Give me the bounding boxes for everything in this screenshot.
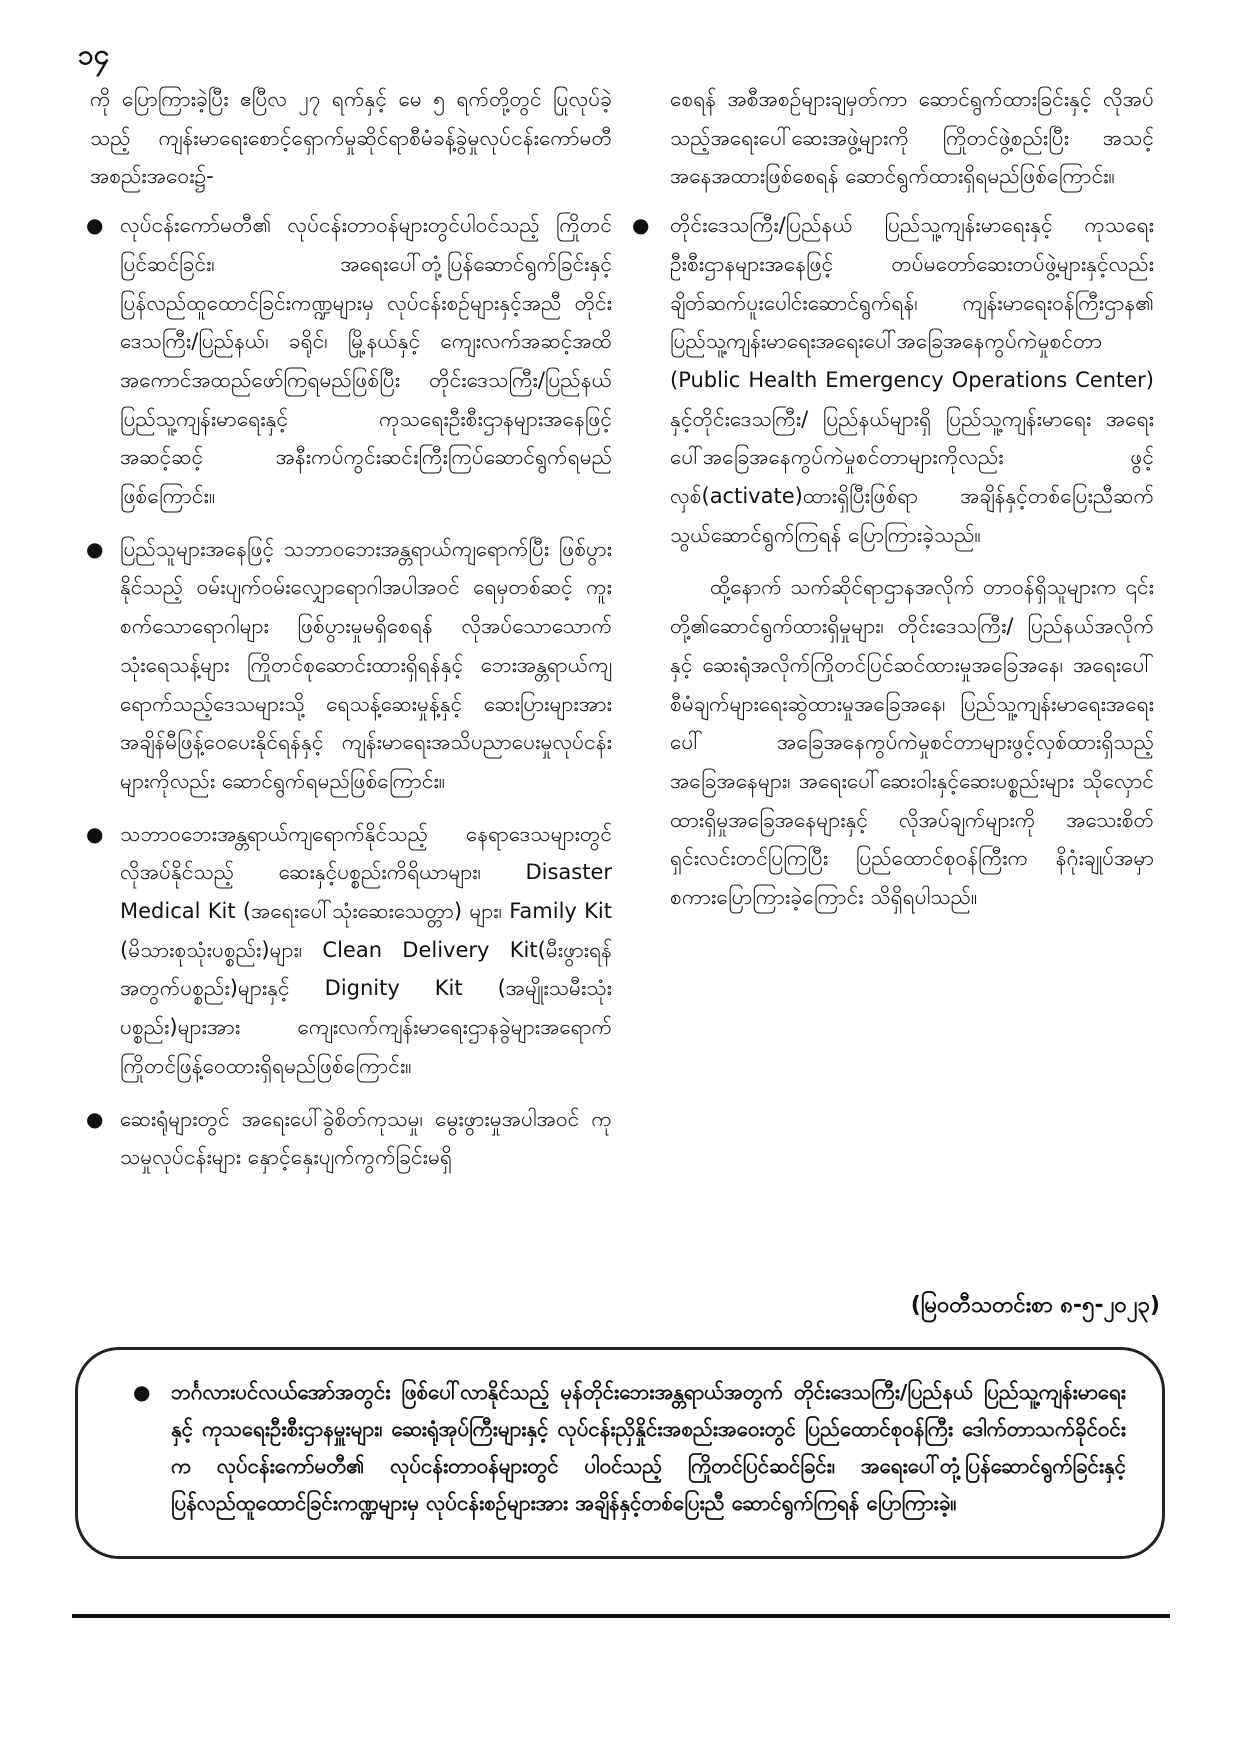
intro-paragraph: ကို ပြောကြားခဲ့ပြီး ဧပြီလ ၂၇ ရက်နှင့် မေ ၅ ရက်တို့တွင် ပြုလုပ်ခဲ့သည့် ကျန်းမာရေးစောင့်ရှောက်မှုဆိုင်ရာစီမံခန့်ခွဲမှုလုပ်ငန်းကော်မတီအစည်းအဝေး၌- <box>90 87 612 189</box>
right-bullet-list <box>632 206 1154 554</box>
continuation-paragraph: စေရန် အစီအစဉ်များချမှတ်ကာ ဆောင်ရွက်ထားခြင်းနှင့် လိုအပ်သည့်အရေးပေါ်ဆေးအဖွဲ့များကို ကြိုတင်ဖွဲ့စည်းပြီး အသင့်အနေအထားဖြစ်စေရန် ဆောင်ရွက်ထားရှိရမည်ဖြစ်ကြောင်း။ <box>670 87 1154 189</box>
left-column <box>90 80 612 1191</box>
summary-box <box>75 1347 1165 1559</box>
left-bullet-list <box>90 206 612 1177</box>
closing-paragraph: ထို့နောက် သက်ဆိုင်ရာဌာနအလိုက် တာဝန်ရှိသူများက ၎င်းတို့၏ဆောင်ရွက်ထားရှိမှုများ၊ တိုင်းဒေသကြီး/ ပြည်နယ်အလိုက်နှင့် ဆေးရုံအလိုက်ကြိုတင်ပြင်ဆင်ထားမှုအခြေအနေ၊ အရေးပေါ်စီမံချက်များရေးဆွဲထားမှုအခြေအနေ၊ ပြည်သူ့ကျန်းမာရေးအရေးပေါ် အခြေအနေကွပ်ကဲမှုစင်တာများဖွင့်လှစ်ထားရှိသည့်အခြေအနေများ၊ အရေးပေါ်ဆေးဝါးနှင့်ဆေးပစ္စည်းများ သိုလှောင်ထားရှိမှုအခြေအနေများနှင့် လိုအပ်ချက်များကို အသေးစိတ်ရှင်းလင်းတင်ပြကြပြီး ပြည်ထောင်စုဝန်ကြီးက နိဂုံးချုပ်အမှာစကားပြောကြားခဲ့ကြောင်း သိရှိရပါသည်။ <box>670 575 1154 910</box>
source-citation: (မြဝတီသတင်းစာ ၈-၅-၂၀၂၃) <box>910 1293 1160 1318</box>
bullet-item: ● ဆေးရုံများတွင် အရေးပေါ်ခွဲစိတ်ကုသမှု၊ မွေးဖွားမှုအပါအဝင် ကုသမှုလုပ်ငန်းများ နှောင့်နှေးပျက်ကွက်ခြင်းမရှိ <box>90 1100 612 1177</box>
bullet-item: ● လုပ်ငန်းကော်မတီ၏ လုပ်ငန်းတာဝန်များတွင်ပါဝင်သည့် ကြိုတင်ပြင်ဆင်ခြင်း၊ အရေးပေါ်တုံ့ပြန်ဆောင်ရွက်ခြင်းနှင့် ပြန်လည်ထူထောင်ခြင်းကဏ္ဍများမှ လုပ်ငန်းစဉ်များနှင့်အညီ တိုင်းဒေသကြီး/ပြည်နယ်၊ ခရိုင်၊ မြို့နယ်နှင့် ကျေးလက်အဆင့်အထိ အကောင်အထည်ဖော်ကြရမည်ဖြစ်ပြီး တိုင်းဒေသကြီး/ပြည်နယ် ပြည်သူ့ကျန်းမာရေးနှင့် ကုသရေးဦးစီးဌာနများအနေဖြင့် အဆင့်ဆင့် အနီးကပ်ကွင်းဆင်းကြီးကြပ်ဆောင်ရွက်ရမည်ဖြစ်ကြောင်း။ <box>90 206 612 516</box>
page-number: ၁၄ <box>78 38 110 71</box>
bottom-rule <box>72 1614 1170 1618</box>
bullet-item: ● သဘာဝဘေးအန္တရာယ်ကျရောက်နိုင်သည့် နေရာဒေသများတွင် လိုအပ်နိုင်သည့် ဆေးနှင့်ပစ္စည်းကိရိယာများ၊ Disaster Medical Kit (အရေးပေါ်သုံးဆေးသေတ္တာ) များ၊ Family Kit (မိသားစုသုံးပစ္စည်း)များ၊ Clean Delivery Kit(မီးဖွားရန်အတွက်ပစ္စည်း)များနှင့် Dignity Kit (အမျိုးသမီးသုံးပစ္စည်း)များအား ကျေးလက်ကျန်းမာရေးဌာနခွဲများအရောက် ကြိုတင်ဖြန့်ဝေထားရှိရမည်ဖြစ်ကြောင်း။ <box>90 815 612 1086</box>
bullet-item: ● ပြည်သူများအနေဖြင့် သဘာဝဘေးအန္တရာယ်ကျရောက်ပြီး ဖြစ်ပွားနိုင်သည့် ဝမ်းပျက်ဝမ်းလျှောရောဂါအပါအဝင် ရေမှတစ်ဆင့် ကူးစက်သောရောဂါများ ဖြစ်ပွားမှုမရှိစေရန် လိုအပ်သောသောက်သုံးရေသန့်များ ကြိုတင်စုဆောင်းထားရှိရန်နှင့် ဘေးအန္တရာယ်ကျရောက်သည့်ဒေသများသို့ ရေသန့်ဆေးမှုန့်နှင့် ဆေးပြားများအား အချိန်မီဖြန့်ဝေပေးနိုင်ရန်နှင့် ကျန်းမာရေးအသိပညာပေးမှုလုပ်ငန်းများကိုလည်း ဆောင်ရွက်ရမည်ဖြစ်ကြောင်း။ <box>90 530 612 801</box>
bullet-item: ● တိုင်းဒေသကြီး/ပြည်နယ် ပြည်သူ့ကျန်းမာရေးနှင့် ကုသရေးဦးစီးဌာနများအနေဖြင့် တပ်မတော်ဆေးတပ်ဖွဲ့များနှင့်လည်း ချိတ်ဆက်ပူးပေါင်းဆောင်ရွက်ရန်၊ ကျန်းမာရေးဝန်ကြီးဌာန၏ ပြည်သူ့ကျန်းမာရေးအရေးပေါ်အခြေအနေကွပ်ကဲမှုစင်တာ (Public Health Emergency Operations Center) နှင့်တိုင်းဒေသကြီး/ ပြည်နယ်များရှိ ပြည်သူ့ကျန်းမာရေး အရေးပေါ်အခြေအနေကွပ်ကဲမှုစင်တာများကိုလည်း ဖွင့်လှစ်(activate)ထားရှိပြီးဖြစ်ရာ အချိန်နှင့်တစ်ပြေးညီဆက်သွယ်ဆောင်ရွက်ကြရန် ပြောကြားခဲ့သည်။ <box>632 206 1154 554</box>
summary-text: ● ဘင်္ဂလားပင်လယ်အော်အတွင်း ဖြစ်ပေါ်လာနိုင်သည့် မုန်တိုင်းဘေးအန္တရာယ်အတွက် တိုင်းဒေသကြီး/ပြည်နယ် ပြည်သူ့ကျန်းမာရေးနှင့် ကုသရေးဦးစီးဌာနမှူးများ၊ ဆေးရုံအုပ်ကြီးများနှင့် လုပ်ငန်းညှိနှိုင်းအစည်းအဝေးတွင် ပြည်ထောင်စုဝန်ကြီး ဒေါက်တာသက်ခိုင်ဝင်းက လုပ်ငန်းကော်မတီ၏ လုပ်ငန်းတာဝန်များတွင် ပါဝင်သည့် ကြိုတင်ပြင်ဆင်ခြင်း၊ အရေးပေါ်တုံ့ပြန်ဆောင်ရွက်ခြင်းနှင့် ပြန်လည်ထူထောင်ခြင်းကဏ္ဍများမှ လုပ်ငန်းစဉ်များအား အချိန်နှင့်တစ်ပြေးညီ ဆောင်ရွက်ကြရန် ပြောကြားခဲ့။ <box>133 1374 1126 1522</box>
right-column <box>632 80 1154 927</box>
